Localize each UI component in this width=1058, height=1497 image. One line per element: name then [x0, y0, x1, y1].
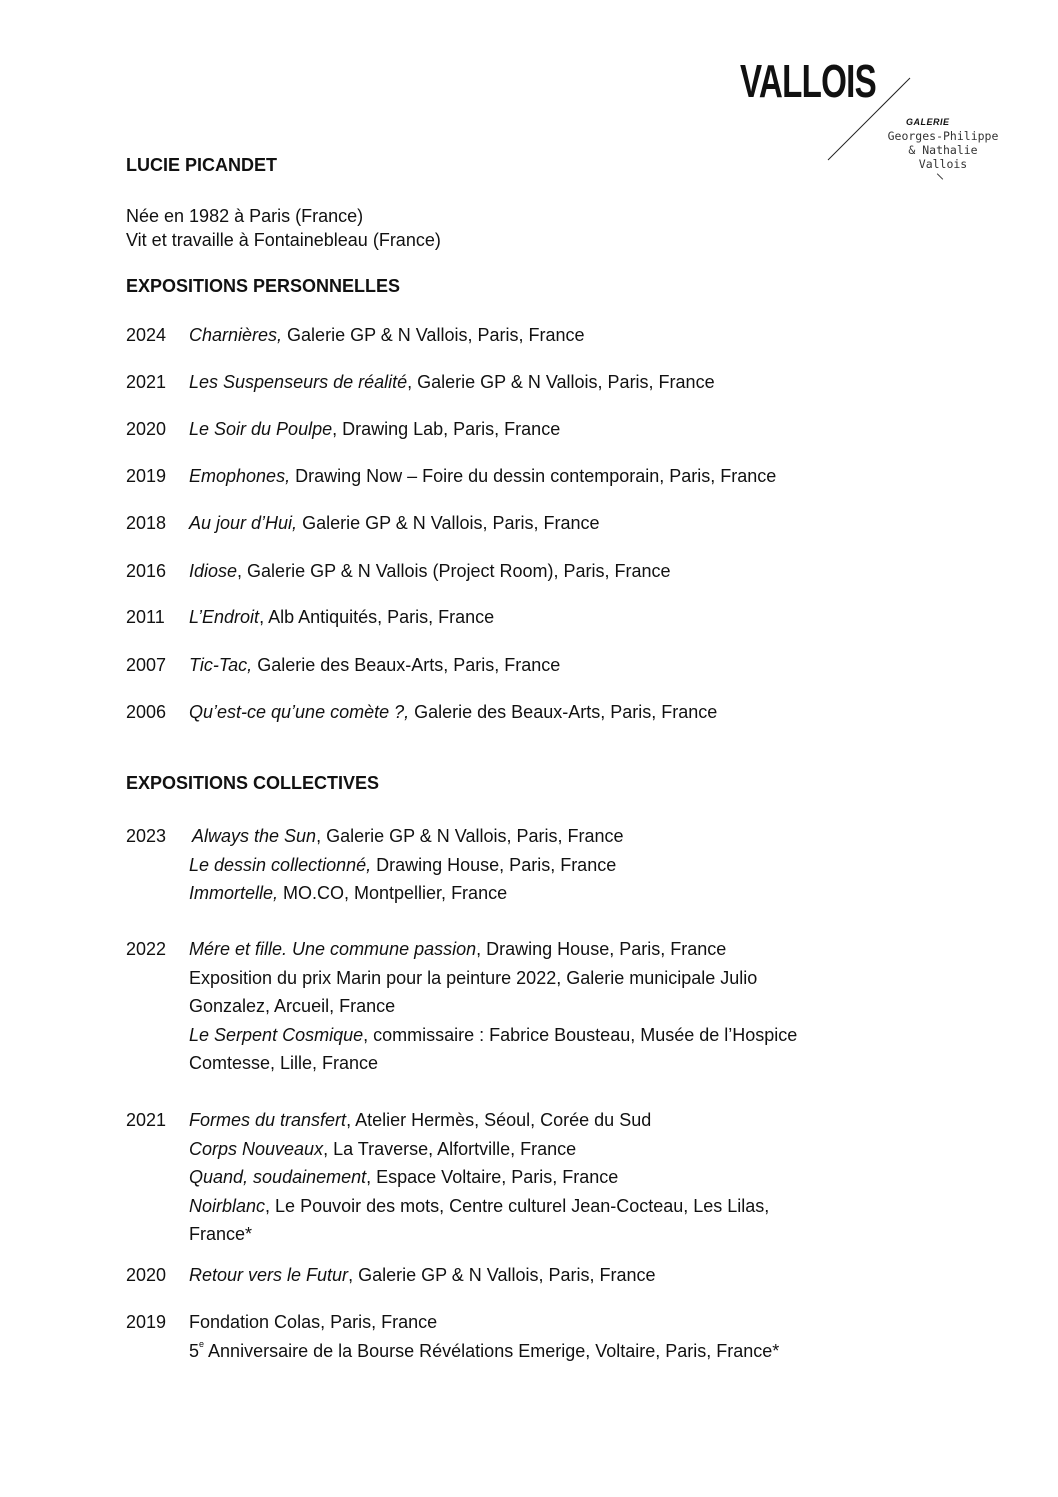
exhibition-year: 2023 — [126, 826, 167, 846]
exhibition-year: 2019 — [126, 466, 167, 486]
exhibition-title: Always the Sun — [192, 826, 317, 846]
exhibition-line — [189, 1261, 656, 1290]
exhibition-venue: , Le Pouvoir des mots, Centre culturel Jean-Cocteau, Les Lilas, — [265, 1195, 770, 1216]
gallery-owner-line: Georges-Philippe — [887, 129, 999, 143]
exhibition-entries — [189, 603, 494, 632]
exhibition-entries — [189, 1308, 779, 1365]
exhibition-venue: Anniversaire de la Bourse Révélations Emerige, Voltaire, Paris, France* — [204, 1340, 780, 1361]
exhibition-venue: , Drawing House, Paris, France — [476, 939, 727, 959]
exhibition-title: Qu’est-ce qu’une comète ?, — [189, 702, 410, 722]
exhibition-line — [189, 1021, 797, 1050]
exhibition-year: 2021 — [126, 1110, 167, 1130]
exhibition-line — [189, 1049, 797, 1078]
exhibition-venue: Fondation Colas, Paris, France — [189, 1312, 438, 1332]
exhibition-line — [189, 368, 715, 397]
exhibition-line — [189, 1135, 769, 1164]
exhibition-line — [189, 822, 624, 851]
exhibition-entries — [189, 1106, 769, 1249]
exhibition-year: 2011 — [126, 607, 165, 627]
exhibition-entries — [189, 822, 624, 908]
exhibition-line — [189, 1308, 779, 1337]
exhibition-year: 2016 — [126, 561, 167, 581]
exhibition-year: 2020 — [126, 419, 167, 439]
exhibition-venue: Gonzalez, Arcueil, France — [189, 996, 396, 1016]
exhibition-line — [189, 935, 797, 964]
exhibition-entries — [189, 698, 717, 727]
exhibition-title: Retour vers le Futur — [189, 1265, 349, 1285]
bio-born: Née en 1982 à Paris (France) — [126, 206, 364, 226]
exhibition-year: 2020 — [126, 1265, 167, 1285]
exhibition-line — [189, 992, 797, 1021]
exhibition-line — [189, 1192, 769, 1221]
exhibition-year: 2019 — [126, 1312, 167, 1332]
exhibition-line — [189, 321, 585, 350]
exhibition-venue: , Alb Antiquités, Paris, France — [259, 607, 495, 627]
exhibition-entries — [189, 368, 715, 397]
exhibition-year: 2021 — [126, 372, 167, 392]
exhibition-venue: , commissaire : Fabrice Bousteau, Musée de l’Hospice — [363, 1024, 798, 1045]
exhibition-venue: Galerie GP & N Vallois, Paris, France — [297, 513, 600, 533]
gallery-label: GALERIE — [906, 117, 950, 127]
group-heading: EXPOSITIONS COLLECTIVES — [126, 773, 380, 793]
exhibition-line — [189, 879, 624, 908]
exhibition-title: Charnières, — [189, 325, 283, 345]
exhibition-entries — [189, 462, 776, 491]
exhibition-title: Le dessin collectionné, — [189, 854, 372, 875]
exhibition-venue: , La Traverse, Alfortville, France — [323, 1138, 577, 1159]
exhibition-line — [189, 651, 560, 680]
exhibition-venue: , Espace Voltaire, Paris, France — [366, 1167, 619, 1187]
exhibition-title: Au jour d’Hui, — [189, 513, 298, 533]
exhibition-title: Le Serpent Cosmique — [189, 1024, 364, 1045]
exhibition-title: Mére et fille. Une commune passion — [189, 939, 477, 959]
exhibition-venue: MO.CO, Montpellier, France — [278, 883, 508, 903]
exhibition-title: Les Suspenseurs de réalité — [189, 372, 408, 392]
exhibition-venue: Drawing Now – Foire du dessin contemporain, Paris, France — [290, 466, 777, 486]
exhibition-entries — [189, 557, 671, 586]
exhibition-year: 2018 — [126, 513, 167, 533]
exhibition-title: Tic-Tac, — [189, 655, 253, 675]
bio-lives: Vit et travaille à Fontainebleau (France) — [126, 230, 441, 250]
exhibition-venue: , Galerie GP & N Vallois, Paris, France — [407, 372, 715, 392]
exhibition-venue: , Galerie GP & N Vallois, Paris, France — [348, 1265, 656, 1285]
exhibition-title: Quand, soudainement — [189, 1167, 367, 1187]
exhibition-ordinal: 5 — [189, 1340, 200, 1361]
exhibition-entries — [189, 415, 560, 444]
exhibition-title: Emophones, — [189, 466, 291, 486]
exhibition-year: 2007 — [126, 655, 167, 675]
exhibition-title: Corps Nouveaux — [189, 1138, 324, 1159]
exhibition-line — [189, 509, 600, 538]
exhibition-venue: , Drawing Lab, Paris, France — [332, 419, 561, 439]
exhibition-entries — [189, 651, 560, 680]
exhibition-line — [189, 557, 671, 586]
exhibition-title: Le Soir du Poulpe — [189, 419, 333, 439]
exhibition-venue: , Atelier Hermès, Séoul, Corée du Sud — [346, 1110, 652, 1130]
exhibition-line — [189, 964, 797, 993]
exhibition-venue: Exposition du prix Marin pour la peinture 2022, Galerie municipale Julio — [189, 967, 758, 988]
exhibition-line — [189, 1220, 769, 1249]
solo-heading: EXPOSITIONS PERSONNELLES — [126, 276, 401, 296]
exhibition-line — [189, 851, 624, 880]
gallery-owner-names — [868, 129, 1018, 171]
exhibition-venue: Galerie GP & N Vallois, Paris, France — [282, 325, 585, 345]
exhibition-line — [189, 1337, 779, 1366]
exhibition-entries — [189, 321, 585, 350]
exhibition-entries — [189, 509, 600, 538]
exhibition-line — [189, 698, 717, 727]
exhibition-title: Idiose — [189, 561, 238, 581]
exhibition-line — [189, 415, 560, 444]
exhibition-line — [189, 1163, 769, 1192]
exhibition-ordinal-suffix: e — [199, 1338, 205, 1349]
exhibition-line — [189, 462, 776, 491]
logo-tick-mark — [937, 173, 943, 179]
exhibition-venue: Comtesse, Lille, France — [189, 1053, 379, 1073]
artist-name: LUCIE PICANDET — [126, 155, 278, 175]
exhibition-title: Immortelle, — [189, 883, 279, 903]
gallery-logo: VALLOIS — [740, 55, 877, 107]
exhibition-title: Noirblanc — [189, 1195, 266, 1216]
exhibition-venue: Galerie des Beaux-Arts, Paris, France — [409, 702, 718, 722]
exhibition-entries — [189, 1261, 656, 1290]
exhibition-entries — [189, 935, 797, 1078]
exhibition-title: Formes du transfert — [189, 1110, 347, 1130]
gallery-owner-line: & Nathalie — [908, 143, 978, 157]
artist-bio — [126, 204, 441, 252]
exhibition-venue: Galerie des Beaux-Arts, Paris, France — [252, 655, 561, 675]
exhibition-venue: Drawing House, Paris, France — [371, 854, 617, 875]
exhibition-year: 2006 — [126, 702, 167, 722]
exhibition-line — [189, 1106, 769, 1135]
exhibition-venue: , Galerie GP & N Vallois (Project Room), Paris, France — [237, 561, 671, 581]
gallery-owner-line: Vallois — [918, 157, 968, 171]
exhibition-title: L’Endroit — [189, 607, 260, 627]
exhibition-year: 2024 — [126, 325, 167, 345]
exhibition-venue: France* — [189, 1224, 253, 1244]
exhibition-year: 2022 — [126, 939, 167, 959]
exhibition-venue: , Galerie GP & N Vallois, Paris, France — [316, 826, 624, 846]
exhibition-line — [189, 603, 494, 632]
